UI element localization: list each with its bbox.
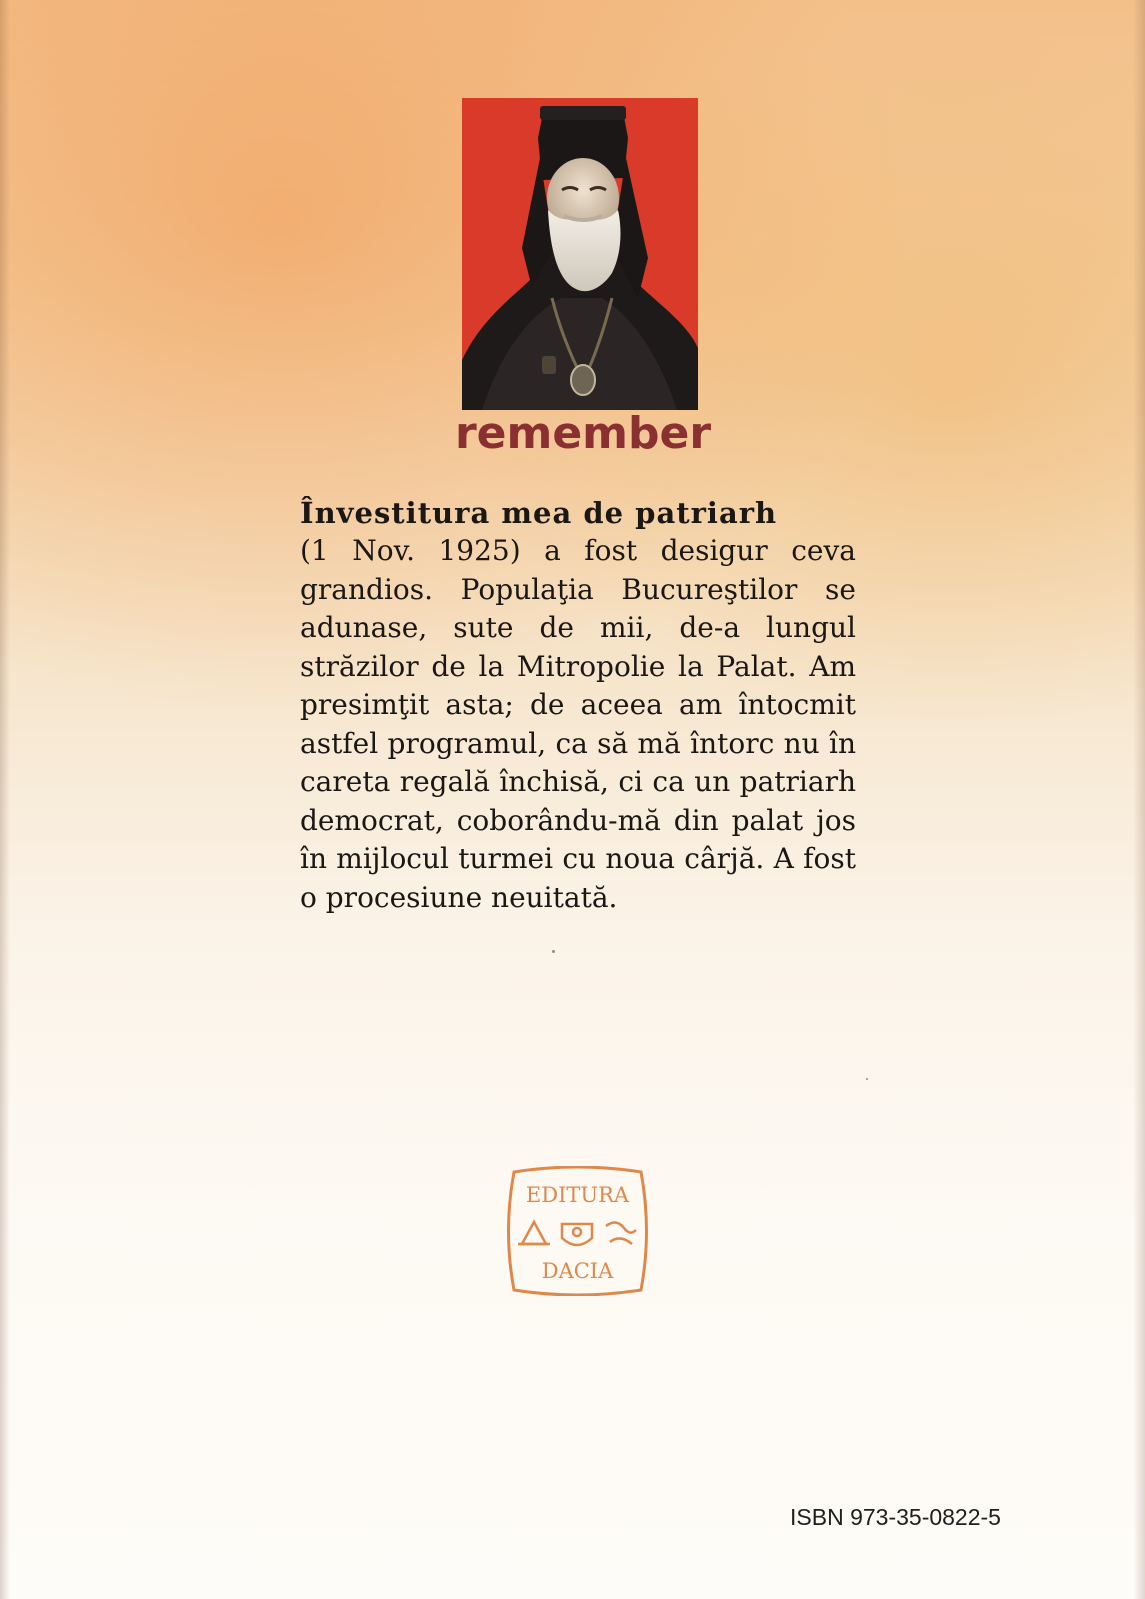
stamp-bottom-text: DACIA [541, 1259, 614, 1283]
portrait-photo [462, 98, 698, 410]
page-edge-left [0, 0, 10, 1599]
excerpt-heading: Învestitura mea de patriarh [300, 496, 778, 530]
excerpt-body: (1 Nov. 1925) a fost desigur ceva grandios. Populaţia Bucureştilor se adunase, sute de mii, de-a lungul străzilor de la Mitropolie la Palat. Am presimţit asta; de aceea am întocmit astfel programul, ca să mă întorc nu în careta regală închisă, ci ca un patriarh democrat, coborându-mă din palat jos în mijlocul turmei cu noua cârjă. A fost o procesiune neuitată. [300, 534, 856, 914]
stamp-emblem-right-icon [606, 1222, 636, 1244]
isbn-number: ISBN 973-35-0822-5 [790, 1504, 1001, 1530]
print-speck [866, 1078, 868, 1080]
back-cover-excerpt [300, 494, 856, 917]
stamp-top-text: EDITURA [525, 1183, 630, 1207]
page-edge-right [1133, 0, 1145, 1599]
series-logo: remember [454, 408, 712, 459]
publisher-stamp [500, 1166, 655, 1296]
stamp-emblem-left-icon [518, 1222, 550, 1244]
stamp-emblem-center-icon [562, 1224, 592, 1245]
print-speck [552, 950, 555, 953]
